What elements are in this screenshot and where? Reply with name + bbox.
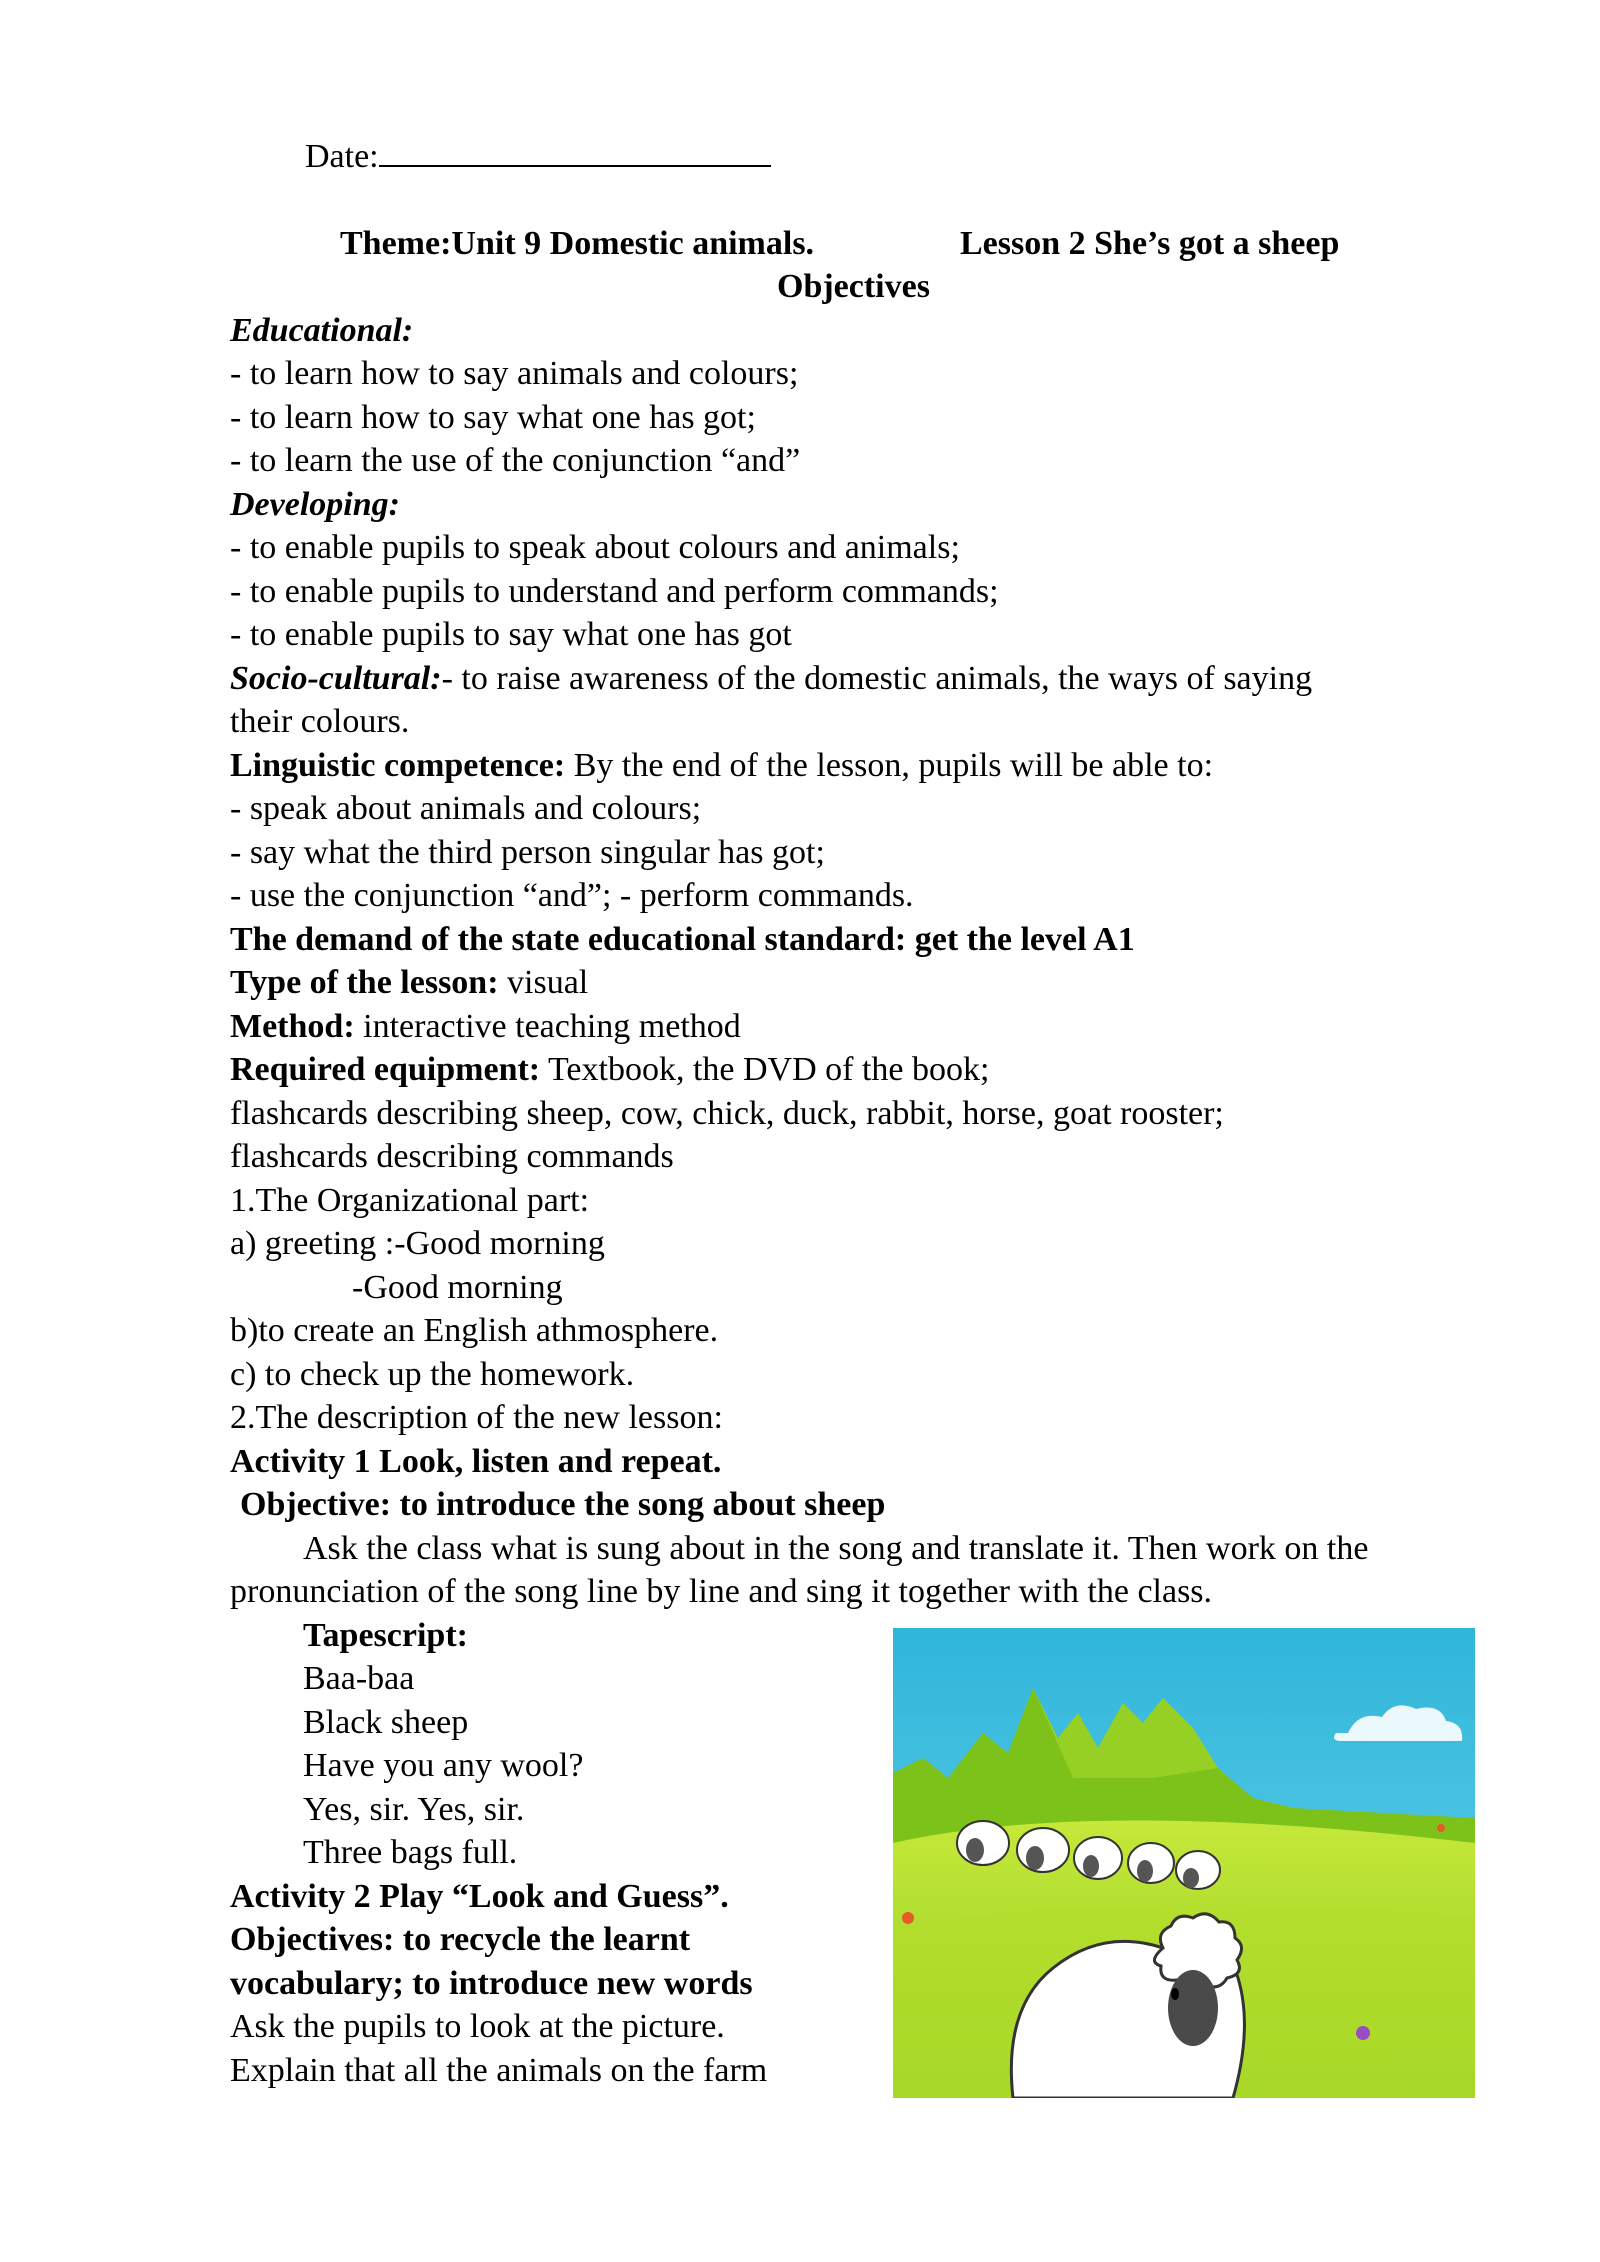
song-line: Three bags full. — [303, 1834, 518, 1871]
flower-icon — [902, 1912, 914, 1924]
developing-item: - to enable pupils to say what one has got — [230, 616, 792, 653]
activity-2-text: Ask the pupils to look at the picture. — [230, 2008, 725, 2045]
activity-2-text-cont: Explain that all the animals on the farm — [230, 2052, 768, 2089]
activity-1-text-cont: pronunciation of the song line by line and sing it together with the class. — [230, 1573, 1213, 1610]
org-greeting-reply: -Good morning — [352, 1269, 563, 1306]
linguistic-item: - say what the third person singular has got; — [230, 834, 825, 871]
activity-1-objective: Objective: to introduce the song about sheep — [240, 1486, 886, 1523]
objectives-heading: Objectives — [777, 268, 930, 305]
equipment-line — [230, 1048, 989, 1092]
sheep-illustration — [893, 1628, 1475, 2098]
method-label: Method: — [230, 1008, 355, 1045]
org-heading: 1.The Organizational part: — [230, 1182, 590, 1219]
socio-cultural-text-cont: their colours. — [230, 703, 410, 740]
equipment-line-2: flashcards describing sheep, cow, chick, duck, rabbit, horse, goat rooster; — [230, 1095, 1224, 1132]
org-homework: c) to check up the homework. — [230, 1356, 635, 1393]
activity-2-objectives: Objectives: to recycle the learnt — [230, 1921, 691, 1958]
tapescript-label: Tapescript: — [303, 1617, 468, 1654]
educational-item: - to learn the use of the conjunction “and” — [230, 442, 801, 479]
song-line: Black sheep — [303, 1704, 469, 1741]
method-value: interactive teaching method — [354, 1008, 741, 1045]
educational-heading: Educational: — [230, 312, 414, 349]
theme-title: Theme:Unit 9 Domestic animals. — [340, 225, 815, 262]
activity-1-text: Ask the class what is sung about in the song and translate it. Then work on the — [303, 1530, 1369, 1567]
socio-cultural-label: Socio-cultural: — [230, 660, 442, 697]
song-line: Baa-baa — [303, 1660, 415, 1697]
lesson-type-line — [230, 961, 588, 1005]
developing-item: - to enable pupils to understand and perform commands; — [230, 573, 999, 610]
equipment-value: Textbook, the DVD of the book; — [540, 1051, 990, 1088]
socio-cultural-line — [230, 657, 1312, 701]
linguistic-line — [230, 744, 1213, 788]
activity-2-title: Activity 2 Play “Look and Guess”. — [230, 1878, 729, 1915]
song-line: Yes, sir. Yes, sir. — [303, 1791, 525, 1828]
lesson-title: Lesson 2 She’s got a sheep — [960, 225, 1340, 262]
org-greeting: a) greeting :-Good morning — [230, 1225, 605, 1262]
method-line — [230, 1005, 741, 1049]
equipment-line-3: flashcards describing commands — [230, 1138, 674, 1175]
developing-heading: Developing: — [230, 486, 400, 523]
developing-item: - to enable pupils to speak about colours and animals; — [230, 529, 960, 566]
standard-line: The demand of the state educational standard: get the level A1 — [230, 921, 1135, 958]
equipment-label: Required equipment: — [230, 1051, 541, 1088]
socio-cultural-text: - to raise awareness of the domestic animals, the ways of saying — [441, 660, 1313, 697]
educational-item: - to learn how to say animals and colours; — [230, 355, 799, 392]
activity-1-title: Activity 1 Look, listen and repeat. — [230, 1443, 722, 1480]
educational-item: - to learn how to say what one has got; — [230, 399, 756, 436]
date-label: Date: — [305, 138, 379, 175]
song-line: Have you any wool? — [303, 1747, 584, 1784]
linguistic-text: By the end of the lesson, pupils will be able to: — [565, 747, 1214, 784]
lesson-type-value: visual — [498, 964, 589, 1001]
linguistic-item: - use the conjunction “and”; - perform commands. — [230, 877, 914, 914]
description-heading: 2.The description of the new lesson: — [230, 1399, 723, 1436]
activity-2-objectives-cont: vocabulary; to introduce new words — [230, 1965, 753, 2002]
lesson-type-label: Type of the lesson: — [230, 964, 499, 1001]
date-line — [305, 135, 771, 179]
linguistic-label: Linguistic competence: — [230, 747, 566, 784]
date-blank — [379, 135, 771, 167]
org-atmosphere: b)to create an English athmosphere. — [230, 1312, 719, 1349]
linguistic-item: - speak about animals and colours; — [230, 790, 702, 827]
